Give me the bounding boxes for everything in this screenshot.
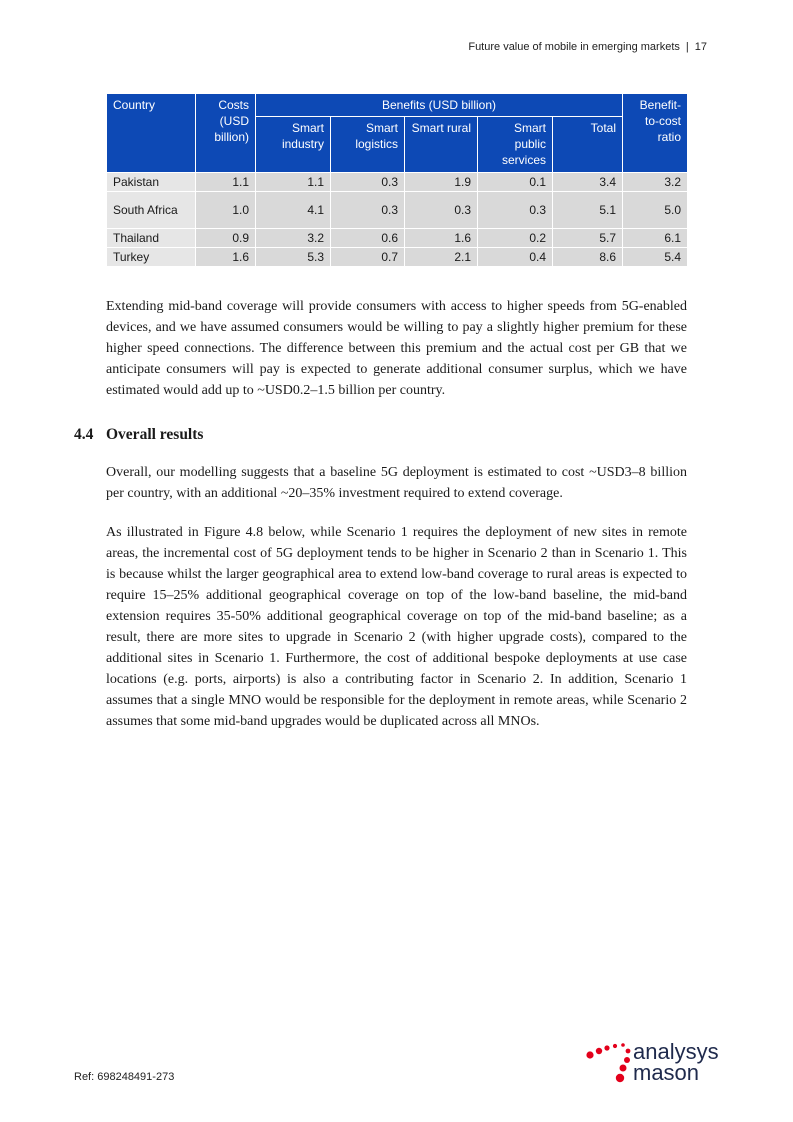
paragraph-consumer-surplus: Extending mid-band coverage will provide consumers with access to higher speeds from 5G-enabled devices, and we have assumed consumers would be willing to pay a slightly higher premium for these higher speed connections. The difference between this premium and the actual cost per GB that we anticipate consumers will pay is expected to generate additional consumer surplus, which we have estimated would add up to ~USD0.2–1.5 billion per country.	[106, 299, 687, 398]
cost-benefit-table	[106, 93, 688, 267]
cell-smart-logistics: 0.6	[331, 229, 405, 248]
header-smart-rural: Smart rural	[405, 117, 478, 173]
cell-country: Turkey	[107, 248, 196, 267]
cell-smart-logistics: 0.3	[331, 192, 405, 229]
table-row	[107, 229, 688, 248]
header-smart-industry: Smart industry	[256, 117, 331, 173]
cell-ratio: 6.1	[623, 229, 688, 248]
paragraph-overall-cost: Overall, our modelling suggests that a baseline 5G deployment is estimated to cost ~USD3–8 billion per country, with an additional ~20–35% investment required to extend coverage.	[106, 465, 687, 501]
cell-smart-public-services: 0.3	[478, 192, 553, 229]
section-title: Overall results	[106, 426, 204, 443]
cell-total: 8.6	[553, 248, 623, 267]
header-ratio: Benefit-to-cost ratio	[623, 94, 688, 173]
cell-country: South Africa	[107, 192, 196, 229]
logo-dots-icon	[583, 1038, 633, 1088]
cell-costs: 1.1	[196, 173, 256, 192]
cell-smart-industry: 4.1	[256, 192, 331, 229]
page-number: 17	[694, 41, 707, 53]
cell-costs: 1.0	[196, 192, 256, 229]
cell-smart-public-services: 0.1	[478, 173, 553, 192]
logo-wordmark	[633, 1041, 719, 1083]
cell-country: Thailand	[107, 229, 196, 248]
paragraph-scenario-comparison: As illustrated in Figure 4.8 below, while Scenario 1 requires the deployment of new sites in remote areas, the incremental cost of 5G deployment tends to be higher in Scenario 2 than in Scenario 1. This is because whilst the larger geographical area to extend low-band coverage to rural areas is expected to require 15–25% additional geographical coverage on top of the low-band baseline, the mid-band extension requires 35-50% additional geographical coverage on top of the mid-band baseline; as a result, there are more sites to upgrade in Scenario 2 (with higher upgrade costs), compared to the additional sites in Scenario 1. Furthermore, the cost of additional bespoke deployments at use case locations (e.g. ports, airports) is also a contributing factor in Scenario 2. In addition, Scenario 1 assumes that a single MNO would be responsible for the deployment in remote areas, while Scenario 2 assumes that some mid-band upgrades would be duplicated across all MNOs.	[106, 525, 687, 729]
header-separator: |	[685, 41, 689, 53]
cell-ratio: 3.2	[623, 173, 688, 192]
cell-ratio: 5.0	[623, 192, 688, 229]
header-country: Country	[107, 94, 196, 173]
header-total: Total	[553, 117, 623, 173]
cell-smart-rural: 1.6	[405, 229, 478, 248]
section-number: 4.4	[74, 426, 94, 443]
cell-costs: 0.9	[196, 229, 256, 248]
cell-smart-industry: 3.2	[256, 229, 331, 248]
header-benefits-group: Benefits (USD billion)	[256, 94, 623, 117]
cell-smart-logistics: 0.7	[331, 248, 405, 267]
logo-line-mason: mason	[633, 1060, 700, 1085]
header-smart-public-services: Smart public services	[478, 117, 553, 173]
cell-smart-rural: 0.3	[405, 192, 478, 229]
cell-costs: 1.6	[196, 248, 256, 267]
section-heading	[74, 426, 203, 444]
logo-line-analysys: analysys	[633, 1039, 719, 1064]
cell-ratio: 5.4	[623, 248, 688, 267]
table-row	[107, 248, 688, 267]
cell-total: 5.1	[553, 192, 623, 229]
table-header-row	[107, 94, 688, 117]
cell-smart-public-services: 0.2	[478, 229, 553, 248]
cell-smart-rural: 1.9	[405, 173, 478, 192]
analysys-mason-logo	[583, 1038, 733, 1090]
header-smart-logistics: Smart logistics	[331, 117, 405, 173]
cell-smart-logistics: 0.3	[331, 173, 405, 192]
cell-smart-industry: 5.3	[256, 248, 331, 267]
header-costs: Costs (USD billion)	[196, 94, 256, 173]
cell-smart-public-services: 0.4	[478, 248, 553, 267]
document-title: Future value of mobile in emerging markets	[468, 41, 680, 53]
table-row	[107, 173, 688, 192]
cell-total: 5.7	[553, 229, 623, 248]
table-row	[107, 192, 688, 229]
cell-country: Pakistan	[107, 173, 196, 192]
cell-total: 3.4	[553, 173, 623, 192]
cell-smart-rural: 2.1	[405, 248, 478, 267]
cell-smart-industry: 1.1	[256, 173, 331, 192]
running-header	[468, 41, 707, 53]
document-reference: Ref: 698248491-273	[74, 1071, 175, 1083]
